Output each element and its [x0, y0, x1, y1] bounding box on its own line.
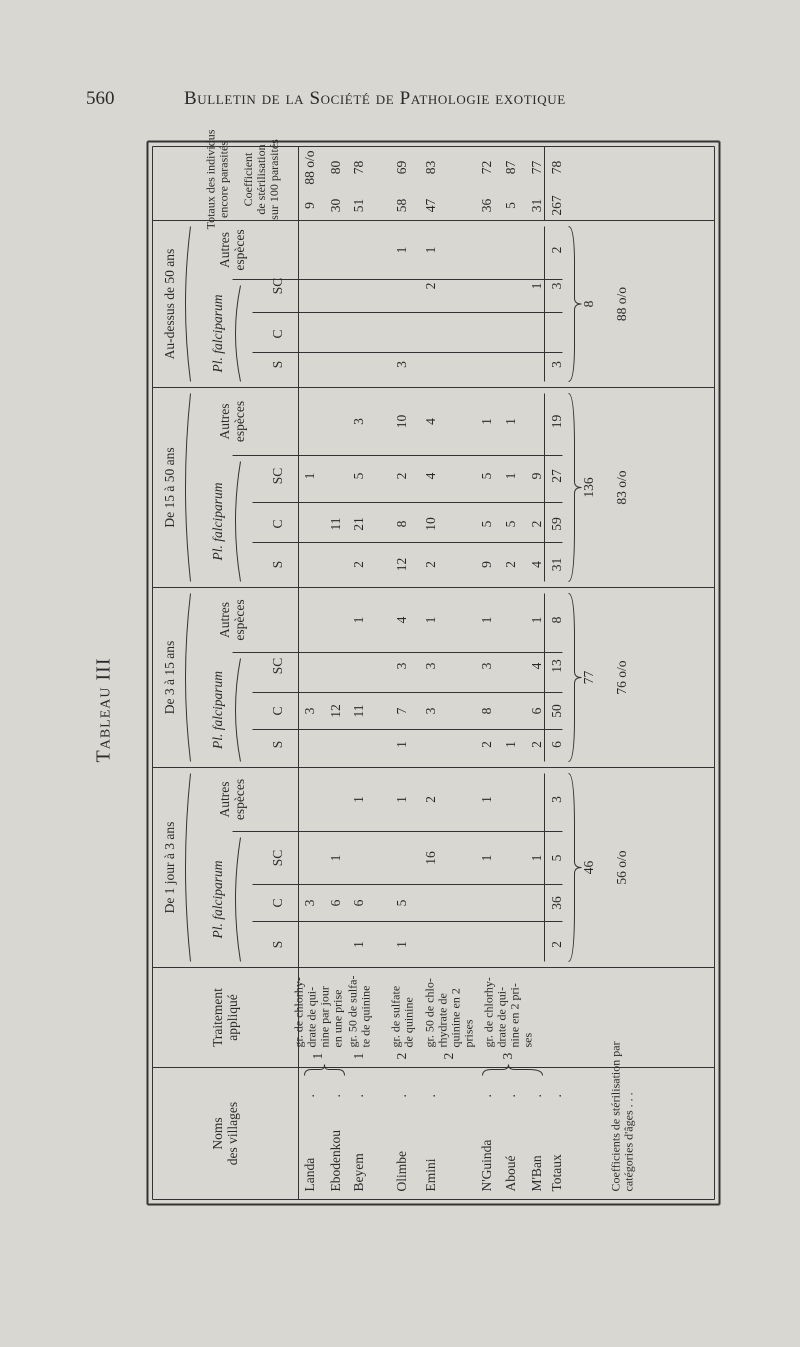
data-cell: 7 [393, 707, 409, 714]
header-total: Totaux des individus encore parasités [203, 129, 230, 229]
sub-header-s: S [269, 740, 285, 748]
data-cell: 2 [422, 560, 438, 568]
data-cell: 2 [393, 472, 409, 479]
treatment-prefix: 2 [440, 1052, 456, 1059]
group-total-brace [568, 593, 581, 761]
row-total: 58 [393, 198, 409, 212]
leader-dots: . [393, 1093, 409, 1097]
treatment-text: gr. 50 de chlo- rhydrate de quinine en 2 prises [422, 977, 475, 1047]
data-cell: 5 [478, 520, 494, 527]
data-cell: 5 [502, 520, 518, 527]
data-cell: 2 [528, 740, 544, 748]
data-cell: 9 [528, 472, 544, 479]
totals-cell: 27 [548, 468, 564, 483]
falciparum-brace [235, 461, 240, 581]
row-total: 51 [350, 198, 366, 212]
falciparum-brace [235, 837, 240, 961]
totals-cell: 3 [548, 282, 564, 289]
data-cell: 1 [393, 940, 409, 948]
sub-header-s: S [269, 940, 285, 948]
leader-dots: . [478, 1093, 494, 1097]
totals-cell: 2 [548, 246, 564, 253]
sub-header-s: S [269, 560, 285, 568]
data-cell: 1 [350, 795, 366, 803]
sub-header-c: C [269, 328, 285, 339]
data-cell: 1 [478, 616, 494, 623]
data-cell: 12 [327, 703, 343, 718]
totals-cell: 19 [548, 414, 564, 428]
rotated-table [144, 129, 722, 1207]
row-total: 9 [301, 201, 317, 209]
totals-cell: 13 [548, 658, 564, 673]
data-cell: 3 [301, 707, 317, 714]
data-cell: 1 [301, 472, 317, 479]
data-cell: 1 [350, 940, 366, 948]
row-coef: 69 [393, 160, 409, 174]
data-cell: 8 [478, 707, 494, 714]
group-total-brace [568, 773, 581, 961]
autres-especes-header: Autres espèces [216, 400, 246, 442]
sub-header-sc: SC [269, 467, 285, 484]
age-brace [185, 226, 190, 381]
treatment-text: gr. de chlorhy- drate de qui- nine par jour en une prise [291, 976, 344, 1047]
group-total-brace [568, 393, 581, 581]
falciparum-header: Pl. falciparum [209, 670, 225, 749]
data-cell: 2 [502, 560, 518, 568]
treatment-prefix: 3 [499, 1052, 515, 1059]
falciparum-brace [235, 285, 240, 381]
data-cell: 10 [393, 414, 409, 428]
row-coef: 77 [528, 160, 544, 174]
sub-header-sc: SC [269, 657, 285, 674]
data-cell: 3 [393, 662, 409, 669]
treatment-prefix: 2 [393, 1052, 409, 1059]
autres-especes-header: Autres espèces [216, 598, 246, 641]
data-cell: 5 [350, 472, 366, 479]
village-name: Aboué [502, 1155, 518, 1191]
treatment-prefix: 1 [350, 1052, 366, 1059]
data-cell: 6 [327, 899, 343, 906]
data-cell: 1 [502, 472, 518, 479]
header-villages: Noms des villages [209, 1101, 239, 1165]
sub-header-sc: SC [269, 849, 285, 866]
row-total: 36 [478, 198, 494, 212]
grand-total: 267 [548, 194, 564, 216]
data-cell: 4 [422, 417, 438, 425]
village-name: Emini [422, 1158, 438, 1191]
data-cell: 1 [327, 854, 343, 861]
totals-cell: 6 [548, 740, 564, 748]
treatment-text: gr. 50 de sulfa- te de quinine [345, 975, 372, 1047]
row-total: 5 [502, 201, 518, 209]
data-cell: 3 [393, 360, 409, 368]
village-name: Beyem [350, 1152, 366, 1191]
table-label-text: Tableau III [92, 657, 115, 763]
coefficient-label: Coefficients de stérilisation par catégories d'âges . . . [608, 1040, 635, 1191]
totals-cell: 8 [548, 616, 564, 623]
row-total: 31 [528, 198, 544, 212]
row-coef: 80 [327, 160, 343, 174]
totals-cell: 3 [548, 795, 564, 803]
treatment-text: gr. de chlorhy- drate de qui- nine en 2 pri- ses [481, 976, 534, 1047]
totals-cell: 50 [548, 703, 564, 718]
table-landscape [144, 129, 722, 1207]
treatment-text: gr. de sulfate de quinine [388, 985, 415, 1047]
group-total: 136 [580, 476, 596, 498]
data-cell: 10 [422, 516, 438, 531]
age-coefficient: 76 o/o [613, 659, 629, 695]
data-cell: 5 [478, 472, 494, 479]
age-brace [185, 393, 190, 581]
data-cell: 11 [327, 517, 343, 530]
sub-header-c: C [269, 705, 285, 716]
sub-header-s: S [269, 360, 285, 368]
village-name: N'Guinda [478, 1139, 494, 1191]
falciparum-brace [235, 658, 240, 761]
totals-cell: 31 [548, 557, 564, 571]
group-total: 46 [580, 860, 596, 874]
age-brace [185, 593, 190, 761]
data-cell: 8 [393, 520, 409, 527]
data-cell: 2 [350, 560, 366, 568]
row-coef: 78 [350, 160, 366, 174]
data-cell: 3 [478, 662, 494, 669]
data-cell: 3 [422, 707, 438, 714]
group-total: 77 [580, 670, 596, 684]
village-brace [304, 1064, 344, 1075]
data-cell: 1 [478, 795, 494, 803]
data-cell: 2 [422, 282, 438, 289]
leader-dots: . [422, 1093, 438, 1097]
group-total: 8 [580, 300, 596, 307]
data-cell: 1 [528, 282, 544, 289]
data-cell: 2 [478, 740, 494, 748]
row-coef: 88 o/o [301, 149, 317, 185]
treatment-prefix: 1 [309, 1052, 325, 1059]
data-cell: 1 [478, 854, 494, 861]
totals-cell: 5 [548, 854, 564, 861]
leader-dots: . [350, 1093, 366, 1097]
data-cell: 1 [422, 616, 438, 623]
age-coefficient: 83 o/o [613, 469, 629, 505]
data-cell: 3 [350, 417, 366, 425]
sub-header-c: C [269, 897, 285, 908]
data-cell: 4 [393, 616, 409, 623]
village-brace [482, 1064, 542, 1075]
row-coef: 83 [422, 160, 438, 174]
data-cell: 12 [393, 557, 409, 571]
age-coefficient: 88 o/o [613, 286, 629, 321]
age-group-header: Au-dessus de 50 ans [161, 248, 177, 359]
age-coefficient: 56 o/o [613, 849, 629, 885]
totals-label: Totaux [548, 1153, 564, 1191]
data-cell: 16 [422, 850, 438, 865]
data-cell: 1 [478, 417, 494, 425]
data-cell: 1 [350, 616, 366, 623]
data-cell: 2 [422, 795, 438, 803]
header-treatment: Traitement appliqué [209, 987, 239, 1047]
data-cell: 2 [528, 520, 544, 527]
leader-dots: . [502, 1093, 518, 1097]
age-group-header: De 3 à 15 ans [161, 640, 177, 714]
header-coef: Coefficient de stérilisation sur 100 parasités [240, 138, 281, 220]
running-header [86, 88, 646, 114]
falciparum-header: Pl. falciparum [209, 860, 225, 938]
autres-especes-header: Autres espèces [216, 778, 246, 820]
sub-header-c: C [269, 518, 285, 529]
totals-cell: 36 [548, 895, 564, 910]
total-coef: 78 [548, 160, 564, 174]
data-cell: 1 [528, 854, 544, 861]
data-cell: 11 [350, 704, 366, 717]
data-cell: 4 [422, 472, 438, 479]
data-cell: 3 [301, 899, 317, 906]
village-name: Olimbe [393, 1150, 409, 1191]
village-name: M'Ban [528, 1154, 544, 1191]
data-cell: 6 [528, 707, 544, 714]
village-name: Landa [301, 1157, 317, 1191]
row-coef: 87 [502, 160, 518, 174]
row-total: 30 [327, 198, 343, 212]
data-cell: 9 [478, 560, 494, 568]
data-cell: 4 [528, 560, 544, 568]
village-name: Ebodenkou [327, 1129, 343, 1191]
leader-dots: . [327, 1093, 343, 1097]
age-brace [185, 773, 190, 961]
data-cell: 1 [528, 616, 544, 623]
data-cell: 6 [350, 899, 366, 906]
totals-cell: 59 [548, 516, 564, 531]
falciparum-header: Pl. falciparum [209, 482, 225, 560]
row-total: 47 [422, 198, 438, 212]
page-number: 560 [86, 88, 115, 109]
row-coef: 72 [478, 160, 494, 174]
data-cell: 1 [502, 417, 518, 425]
totals-cell: 3 [548, 360, 564, 368]
data-cell: 21 [350, 516, 366, 531]
journal-title: Bulletin de la Société de Pathologie exotique [184, 88, 566, 109]
group-total-brace [568, 226, 581, 381]
age-group-header: De 1 jour à 3 ans [161, 821, 177, 913]
data-cell: 4 [528, 662, 544, 669]
data-cell: 3 [422, 662, 438, 669]
data-cell: 5 [393, 899, 409, 906]
data-cell: 1 [393, 246, 409, 253]
falciparum-header: Pl. falciparum [209, 294, 225, 372]
leader-dots: . [301, 1093, 317, 1097]
leader-dots: . [548, 1093, 564, 1097]
data-cell: 1 [393, 740, 409, 748]
autres-especes-header: Autres espèces [216, 228, 246, 271]
table-label [86, 657, 122, 763]
data-cell: 1 [422, 246, 438, 253]
age-group-header: De 15 à 50 ans [161, 446, 177, 528]
leader-dots: . [528, 1093, 544, 1097]
data-cell: 1 [393, 795, 409, 803]
data-cell: 1 [502, 740, 518, 748]
sub-header-sc: SC [269, 277, 285, 294]
totals-cell: 2 [548, 940, 564, 948]
